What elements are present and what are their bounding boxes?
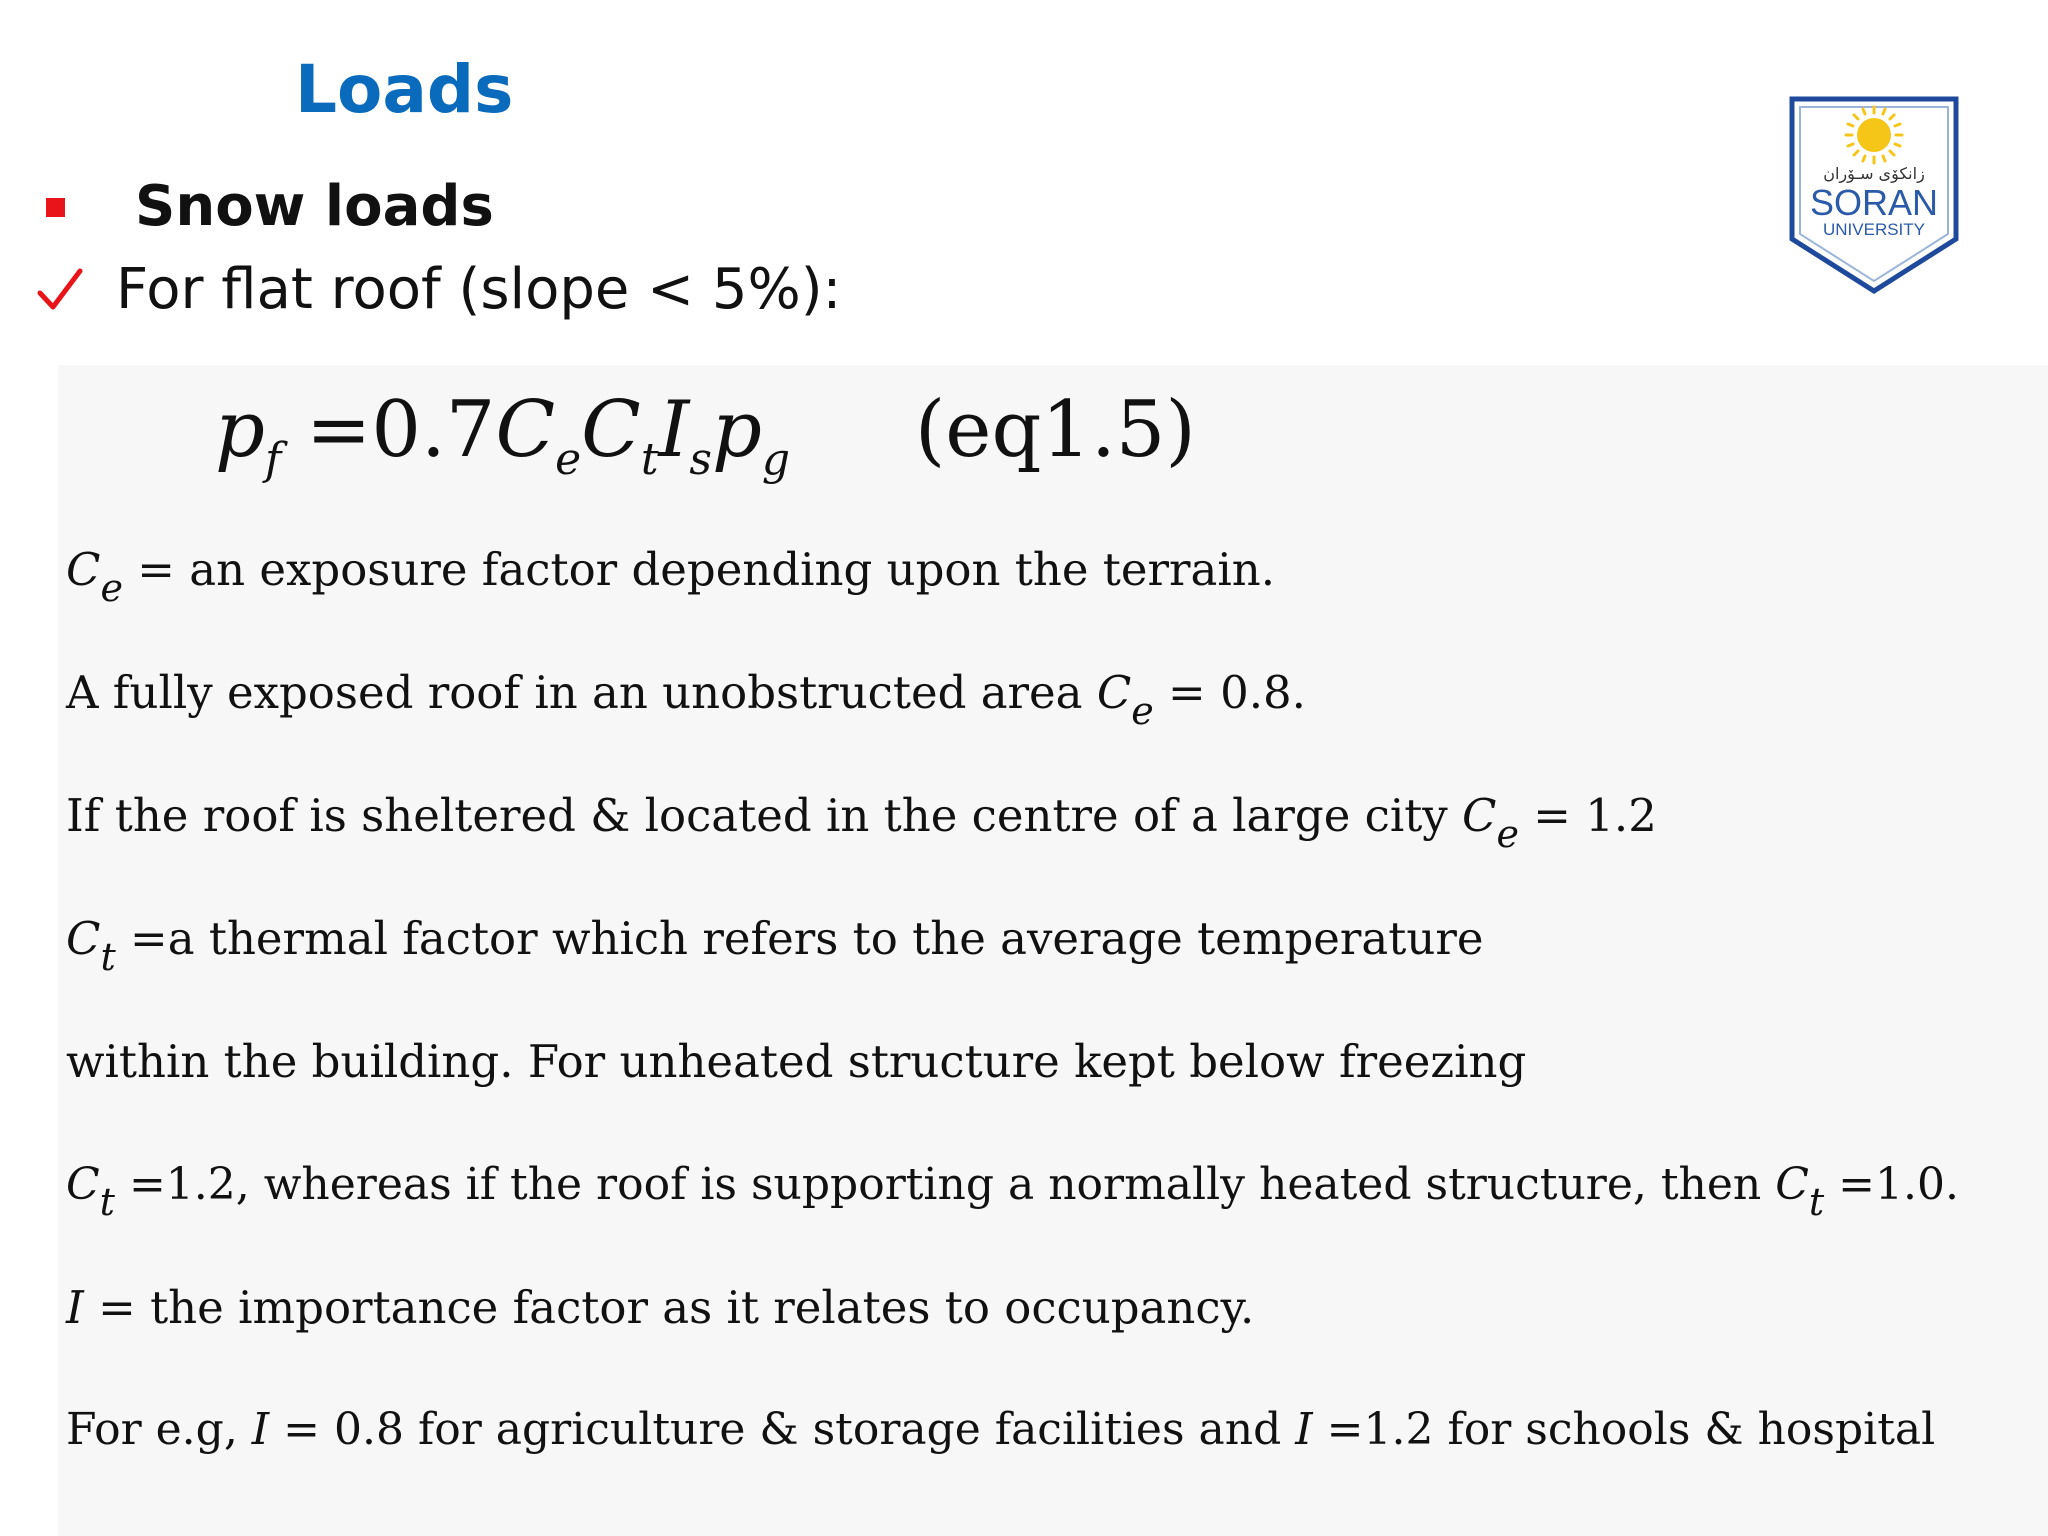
eq-c3-sub: s bbox=[689, 434, 712, 485]
i-symbol: I bbox=[66, 1281, 84, 1334]
eq-c2: C bbox=[581, 385, 641, 475]
square-bullet-icon bbox=[46, 198, 65, 217]
logo-subtitle: UNIVERSITY bbox=[1822, 220, 1926, 239]
eq-equals: = bbox=[306, 385, 372, 475]
ce-symbol: C bbox=[1096, 666, 1132, 719]
ce-symbol: C bbox=[1462, 789, 1497, 842]
eq-c1: C bbox=[495, 385, 556, 475]
ct-symbol-2: C bbox=[1775, 1159, 1809, 1210]
ct-values-text: =1.2, whereas if the roof is supporting a normally heated structure, then bbox=[114, 1159, 1776, 1210]
ct-continuation bbox=[66, 1032, 1526, 1092]
slide-title: Loads bbox=[295, 51, 514, 128]
ce-subscript: e bbox=[100, 566, 123, 610]
eq-c3: I bbox=[658, 385, 690, 475]
ce-full-value: = 0.8. bbox=[1153, 666, 1306, 719]
eq-c4: p bbox=[711, 385, 762, 475]
ct-subscript: t bbox=[100, 935, 116, 979]
ce-subscript: e bbox=[1131, 689, 1154, 733]
eq-c2-sub: t bbox=[640, 434, 659, 485]
ct-symbol: C bbox=[66, 912, 101, 965]
ce-full-text: A fully exposed roof in an unobstructed area bbox=[66, 666, 1097, 719]
ce-subscript: e bbox=[1496, 812, 1519, 856]
i-symbol: I bbox=[251, 1404, 270, 1455]
eq-c4-sub: g bbox=[761, 434, 791, 485]
ct-values-end: =1.0. bbox=[1824, 1159, 1960, 1210]
i-definition-text: = the importance factor as it relates to occupancy. bbox=[83, 1281, 1255, 1334]
ct-subscript: t bbox=[99, 1180, 115, 1224]
i-example-end: =1.2 for schools & hospital bbox=[1312, 1404, 1936, 1455]
equation-label: (eq1.5) bbox=[914, 385, 1196, 475]
bullet-snow-loads-text: Snow loads bbox=[135, 174, 494, 239]
ce-city bbox=[66, 786, 1657, 856]
ce-full-exposure bbox=[66, 663, 1306, 733]
eq-coef: 0.7 bbox=[371, 385, 496, 475]
i-example-text: = 0.8 for agriculture & storage facilities and bbox=[269, 1404, 1296, 1455]
i-symbol-2: I bbox=[1295, 1404, 1313, 1455]
ce-symbol: C bbox=[66, 543, 101, 596]
ct-subscript-2: t bbox=[1808, 1180, 1825, 1224]
bullet-snow-loads bbox=[36, 172, 494, 242]
ct-definition bbox=[66, 909, 1484, 979]
i-example-prefix: For e.g, bbox=[66, 1404, 252, 1455]
eq-lhs-sub: f bbox=[264, 434, 282, 485]
ct-symbol: C bbox=[66, 1159, 100, 1210]
eq-c1-sub: e bbox=[555, 434, 582, 485]
bullet-flat-roof bbox=[36, 255, 841, 325]
bullet-flat-roof-text: For flat roof (slope < 5%): bbox=[116, 257, 842, 322]
i-definition bbox=[66, 1278, 1254, 1338]
soran-university-logo bbox=[1786, 93, 1962, 297]
checkmark-icon bbox=[36, 267, 96, 313]
ce-definition bbox=[66, 540, 1276, 610]
eq-lhs: p bbox=[215, 385, 265, 475]
logo-arabic-text: زانكۆی سـۆران bbox=[1823, 164, 1925, 183]
ct-definition-text: =a thermal factor which refers to the average temperature bbox=[115, 912, 1484, 965]
ct-values bbox=[66, 1155, 1960, 1224]
logo-name: SORAN bbox=[1809, 182, 1939, 223]
i-example bbox=[66, 1400, 1935, 1460]
ce-city-value: = 1.2 bbox=[1518, 789, 1657, 842]
ce-city-text: If the roof is sheltered & located in the centre of a large city bbox=[66, 789, 1463, 842]
ce-definition-text: = an exposure factor depending upon the terrain. bbox=[137, 543, 1276, 596]
snow-load-equation bbox=[215, 380, 1196, 485]
ct-continuation-text: within the building. For unheated structure kept below freezing bbox=[66, 1035, 1527, 1088]
